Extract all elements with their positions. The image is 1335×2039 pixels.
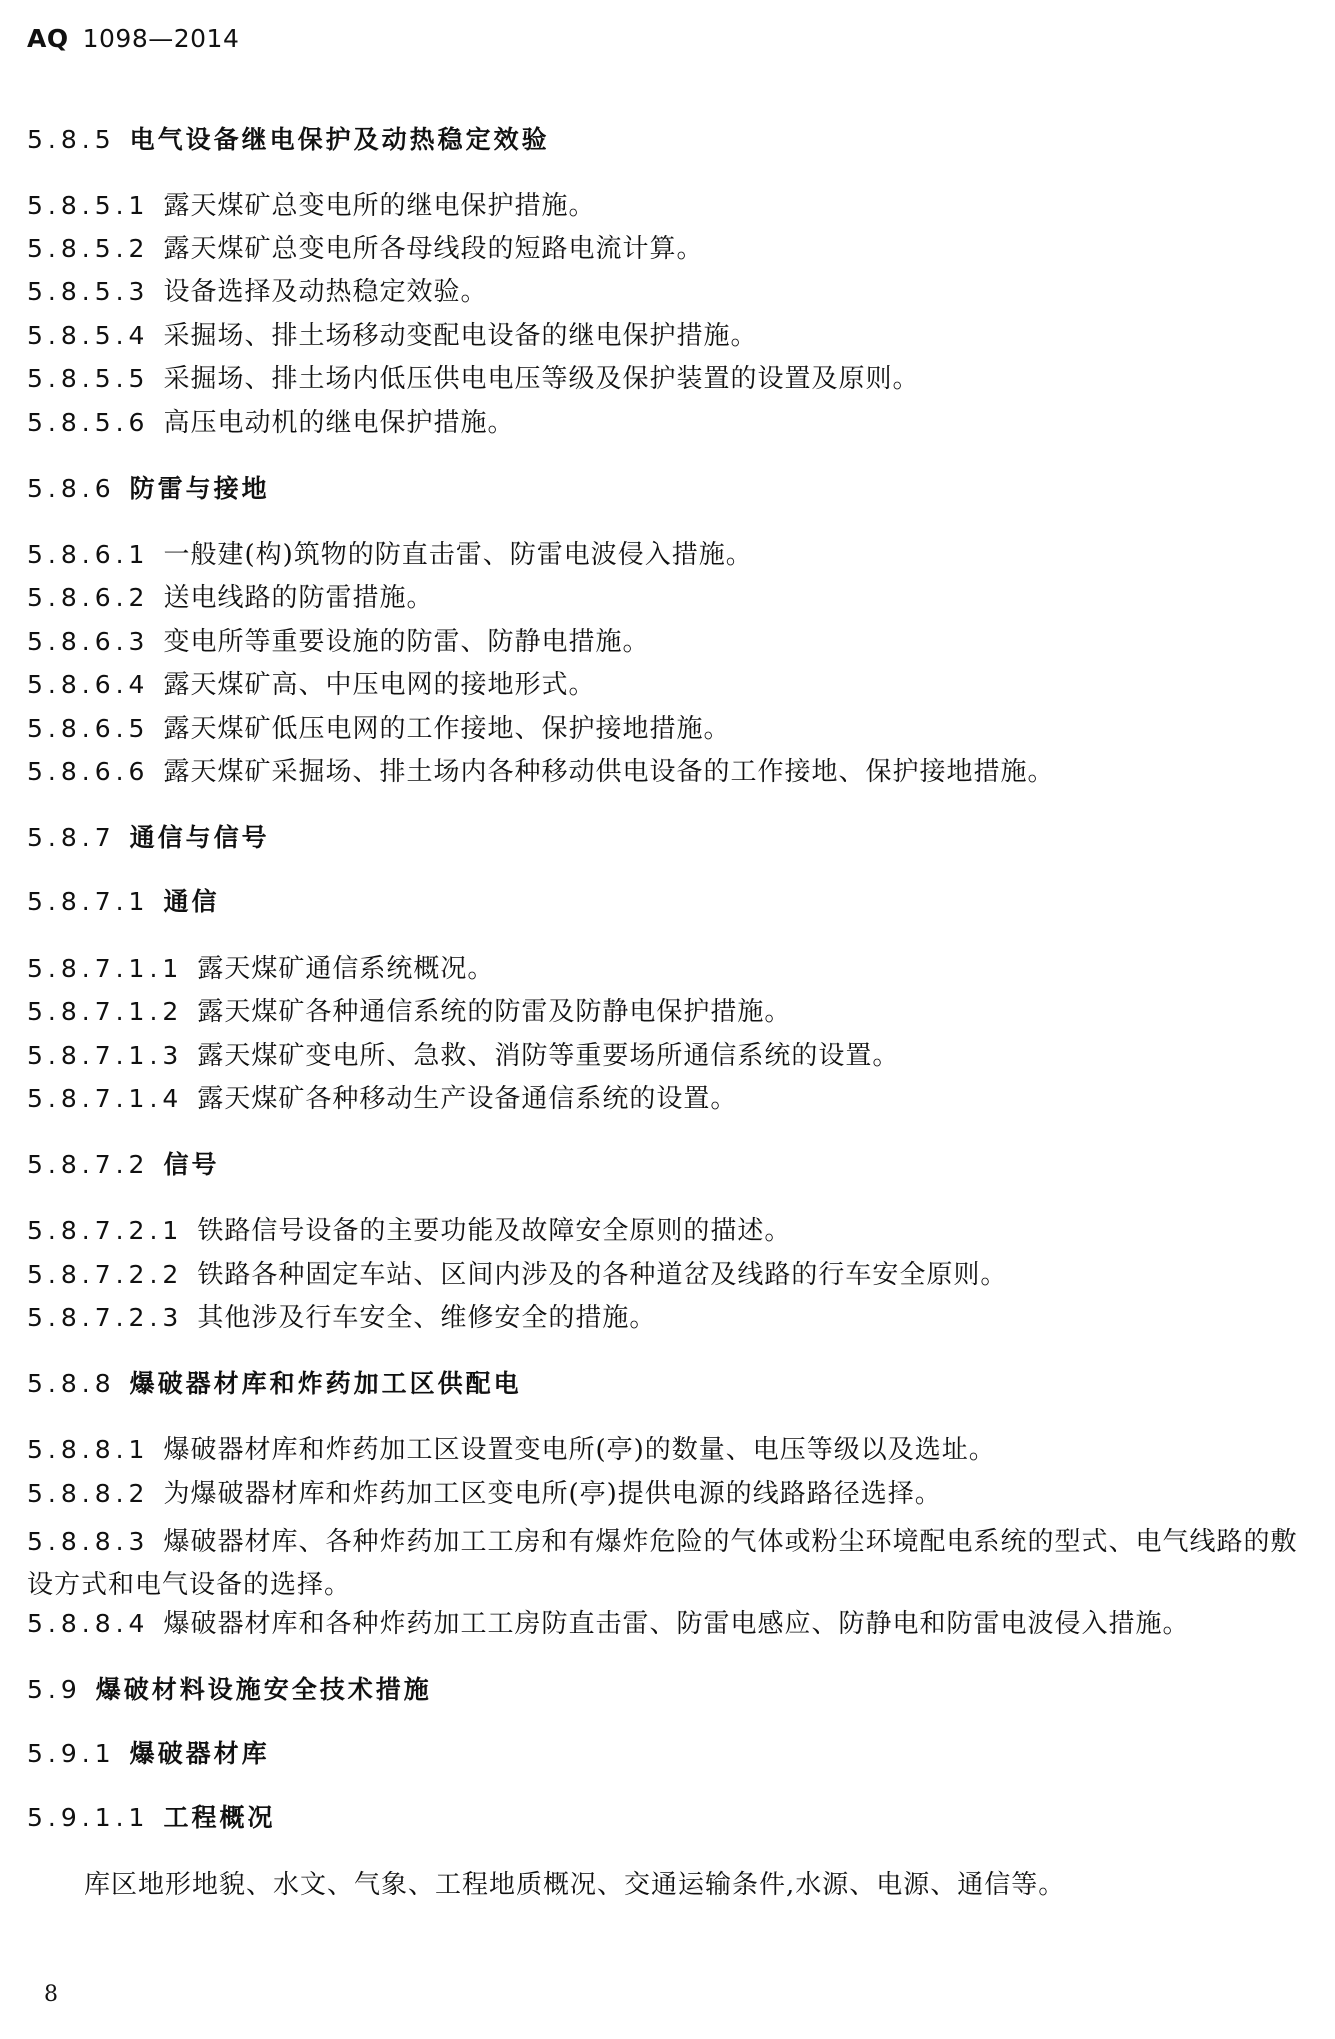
section-heading: 5.8.7.2 信号: [27, 1150, 220, 1179]
section-heading: 5.8.7 通信与信号: [27, 823, 270, 852]
list-item: 5.8.7.2.2 铁路各种固定车站、区间内涉及的各种道岔及线路的行车安全原则。: [27, 1260, 1008, 1290]
list-item: 5.8.5.6 高压电动机的继电保护措施。: [27, 408, 515, 438]
list-item: 5.8.7.1.4 露天煤矿各种移动生产设备通信系统的设置。: [27, 1084, 738, 1114]
list-item: 5.8.8.4 爆破器材库和各种炸药加工工房防直击雷、防雷电感应、防静电和防雷电波侵入措施。: [27, 1609, 1190, 1639]
list-item: 5.8.5.2 露天煤矿总变电所各母线段的短路电流计算。: [27, 234, 704, 264]
list-item: 5.8.7.2.1 铁路信号设备的主要功能及故障安全原则的描述。: [27, 1216, 792, 1246]
list-item: 5.8.8.3 爆破器材库、各种炸药加工工房和有爆炸危险的气体或粉尘环境配电系统的型式、电气线路的敷设方式和电气设备的选择。: [27, 1527, 1298, 1600]
section-heading: 5.9.1 爆破器材库: [27, 1739, 270, 1768]
list-item: 5.8.5.4 采掘场、排土场移动变配电设备的继电保护措施。: [27, 321, 758, 351]
list-item: 5.8.6.5 露天煤矿低压电网的工作接地、保护接地措施。: [27, 714, 731, 744]
list-item: 5.8.5.5 采掘场、排土场内低压供电电压等级及保护装置的设置及原则。: [27, 364, 920, 394]
list-item: 5.8.6.2 送电线路的防雷措施。: [27, 583, 434, 613]
section-heading: 5.9 爆破材料设施安全技术措施: [27, 1675, 432, 1704]
list-item: 5.8.5.3 设备选择及动热稳定效验。: [27, 277, 488, 307]
section-heading: 5.8.6 防雷与接地: [27, 474, 270, 503]
list-item: 5.8.6.6 露天煤矿采掘场、排土场内各种移动供电设备的工作接地、保护接地措施。: [27, 757, 1055, 787]
list-item: 5.8.8.2 为爆破器材库和炸药加工区变电所(亭)提供电源的线路路径选择。: [27, 1479, 942, 1509]
standard-prefix: AQ: [27, 24, 69, 53]
section-heading: 5.8.5 电气设备继电保护及动热稳定效验: [27, 125, 550, 154]
list-item: 5.8.6.4 露天煤矿高、中压电网的接地形式。: [27, 670, 596, 700]
standard-code: [27, 24, 239, 53]
section-heading: 5.9.1.1 工程概况: [27, 1803, 276, 1832]
list-item: 5.8.6.3 变电所等重要设施的防雷、防静电措施。: [27, 627, 650, 657]
body-paragraph: 库区地形地貌、水文、气象、工程地质概况、交通运输条件,水源、电源、通信等。: [84, 1870, 1066, 1900]
list-item: 5.8.7.1.1 露天煤矿通信系统概况。: [27, 954, 495, 984]
list-item: 5.8.7.1.3 露天煤矿变电所、急救、消防等重要场所通信系统的设置。: [27, 1041, 900, 1071]
page-number: 8: [44, 1982, 58, 2007]
list-item: 5.8.6.1 一般建(构)筑物的防直击雷、防雷电波侵入措施。: [27, 540, 753, 570]
section-heading: 5.8.8 爆破器材库和炸药加工区供配电: [27, 1369, 522, 1398]
section-heading: 5.8.7.1 通信: [27, 887, 220, 916]
list-item: 5.8.8.1 爆破器材库和炸药加工区设置变电所(亭)的数量、电压等级以及选址。: [27, 1435, 996, 1465]
list-item: 5.8.7.1.2 露天煤矿各种通信系统的防雷及防静电保护措施。: [27, 997, 792, 1027]
list-item: 5.8.7.2.3 其他涉及行车安全、维修安全的措施。: [27, 1303, 657, 1333]
list-item: 5.8.5.1 露天煤矿总变电所的继电保护措施。: [27, 191, 596, 221]
standard-number: 1098—2014: [82, 24, 240, 53]
